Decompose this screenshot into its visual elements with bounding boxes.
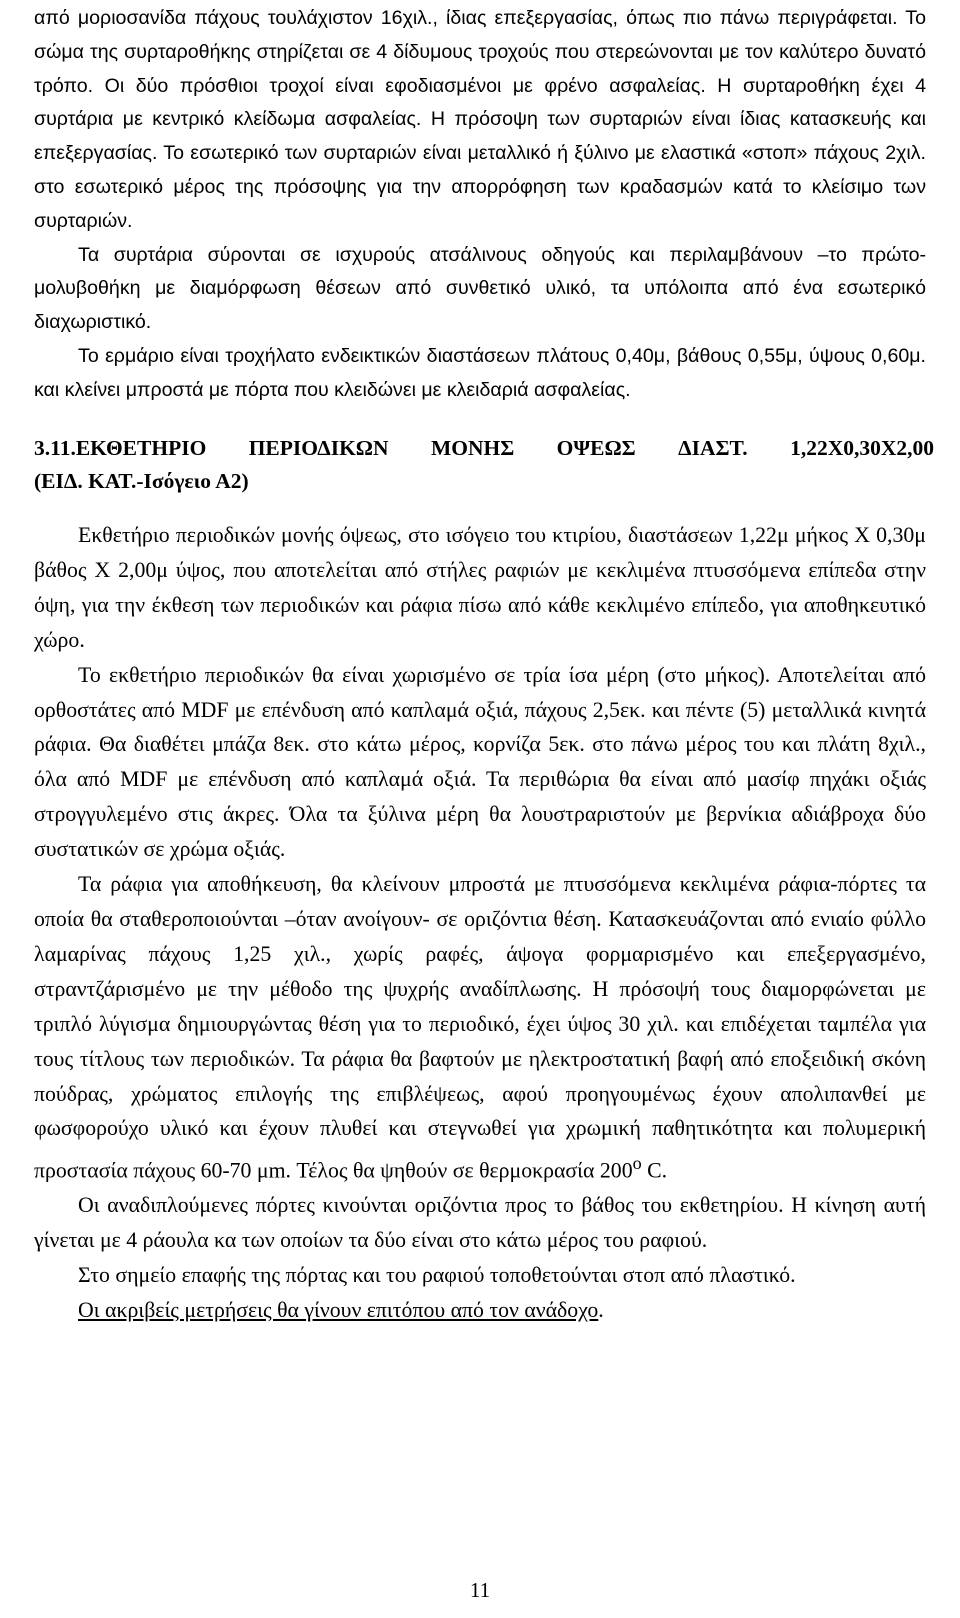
paragraph — [34, 867, 926, 1188]
heading-word: 1,22Χ0,30Χ2,00 — [790, 436, 934, 460]
paragraph: από μοριοσανίδα πάχους τουλάχιστον 16χιλ., ίδιας επεξεργασίας, όπως πιο πάνω περιγράφεται. Το σώμα της συρταροθήκης στηρίζεται σε 4 δίδυμους τροχούς που στερεώνονται με τον καλύτερο δυνατό τρόπο. Οι δύο πρόσθιοι τροχοί είναι εφοδιασμένοι με φρένο ασφαλείας. Η συρταροθήκη έχει 4 συρτάρια με κεντρικό κλείδωμα ασφαλείας. Η πρόσοψη των συρταριών είναι ίδιας κατασκευής και επεξεργασίας. Το εσωτερικό των συρταριών είναι μεταλλικό ή ξύλινο με ελαστικά «στοπ» πάχους 2χιλ. στο εσωτερικό μέρος της πρόσοψης για την απορρόφηση των κραδασμών κατά το κλείσιμο των συρταριών. — [34, 7, 926, 232]
intro-text-block — [34, 2, 926, 408]
section-heading-line-1 — [34, 432, 934, 465]
heading-word: 3.11.ΕΚΘΕΤΗΡΙΟ — [34, 436, 207, 460]
underlined-note: Οι ακριβείς μετρήσεις θα γίνουν επιτόπου από τον ανάδοχο — [78, 1298, 599, 1323]
paragraph: Οι αναδιπλούμενες πόρτες κινούνται οριζόντια προς το βάθος του εκθετηρίου. Η κίνηση αυτή γίνεται με 4 ράουλα κα των οποίων τα δύο είναι στο κάτω μέρος του ραφιού. — [34, 1193, 926, 1253]
heading-word: ΟΨΕΩΣ — [556, 436, 636, 460]
section-heading — [34, 432, 934, 498]
section-heading-line-2: (ΕΙΔ. ΚΑΤ.-Ισόγειο Α2) — [34, 469, 249, 493]
heading-word: ΔΙΑΣΤ. — [678, 436, 748, 460]
paragraph: Το εκθετήριο περιοδικών θα είναι χωρισμένο σε τρία ίσα μέρη (στο μήκος). Αποτελείται από ορθοστάτες από MDF με επένδυση από καπλαμά οξιά, πάχους 2,5εκ. και πέντε (5) μεταλλικά κινητά ράφια. Θα διαθέτει μπάζα 8εκ. στο κάτω μέρος, κορνίζα 5εκ. στο πάνω μέρος του και πλάτη 8χιλ., όλα από MDF με επένδυση από καπλαμά οξιά. Τα περιθώρια θα είναι από μασίφ πηχάκι οξιάς στρογγυλεμένο στις άκρες. Όλα τα ξύλινα μέρη θα λουστραριστούν με βερνίκια αδιάβροχα δύο συστατικών σε χρώμα οξιάς. — [34, 662, 926, 862]
section-body — [34, 518, 926, 1328]
paragraph-text: . — [598, 1298, 604, 1323]
paragraph-text: C. — [641, 1158, 668, 1183]
heading-word: ΠΕΡΙΟΔΙΚΩΝ — [248, 436, 389, 460]
paragraph: Στο σημείο επαφής της πόρτας και του ραφιού τοποθετούνται στοπ από πλαστικό. — [78, 1263, 796, 1288]
heading-word: ΜΟΝΗΣ — [430, 436, 515, 460]
degree-superscript: ο — [632, 1153, 642, 1174]
paragraph — [34, 1293, 926, 1328]
paragraph: Το ερμάριο είναι τροχήλατο ενδεικτικών διαστάσεων πλάτους 0,40μ, βάθους 0,55μ, ύψους 0,60μ. και κλείνει μπροστά με πόρτα που κλειδώνει με κλειδαριά ασφαλείας. — [34, 344, 926, 401]
paragraph-text: Τα ράφια για αποθήκευση, θα κλείνουν μπροστά με πτυσσόμενα κεκλιμένα ράφια-πόρτες τα οποία θα σταθεροποιούνται –όταν ανοίγουν- σε οριζόντια θέση. Κατασκευάζονται από ενιαίο φύλλο λαμαρίνας πάχους 1,25 χιλ., χωρίς ραφές, άψογα φορμαρισμένο και επεξεργασμένο, στραντζάρισμένο με την μέθοδο της ψυχρής αναδίπλωσης. Η πρόσοψή τους διαμορφώνεται με τριπλό λύγισμα δημιουργώντας θέση για το περιοδικό, έχει ύψος 30 χιλ. και επιδέχεται ταμπέλα για τους τίτλους των περιοδικών. Τα ράφια θα βαφτούν με ηλεκτροστατική βαφή από εποξειδική σκόνη πούδρας, χρώματος επιλογής της επιβλέψεως, αφού προηγουμένως έχουν απολιπανθεί με φωσφορούχο υλικό και έχουν πλυθεί και στεγνωθεί για χρωμική παθητικότητα και πολυμερική προστασία πάχους 60-70 μm. Τέλος θα ψηθούν σε θερμοκρασία 200 — [34, 872, 926, 1183]
paragraph: Τα συρτάρια σύρονται σε ισχυρούς ατσάλινους οδηγούς και περιλαμβάνουν –το πρώτο- μολυβοθήκη με διαμόρφωση θέσεων από συνθετικό υλικό, τα υπόλοιπα από ένα εσωτερικό διαχωριστικό. — [34, 243, 926, 334]
page-number: 11 — [469, 1578, 491, 1602]
paragraph: Εκθετήριο περιοδικών μονής όψεως, στο ισόγειο του κτιρίου, διαστάσεων 1,22μ μήκος Χ 0,30μ βάθος Χ 2,00μ ύψος, που αποτελείται από στήλες ραφιών με κεκλιμένα πτυσσόμενα επίπεδα στην όψη, για την έκθεση των περιοδικών και ράφια πίσω από κάθε κεκλιμένο επίπεδο, για αποθηκευτικό χώρο. — [34, 523, 926, 652]
